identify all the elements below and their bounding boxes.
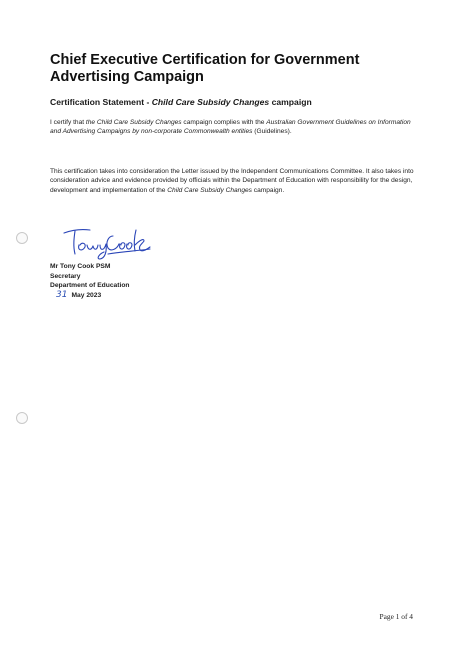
- punch-hole: [16, 232, 28, 244]
- signatory-position: Secretary: [50, 272, 81, 280]
- date-month-year: May 2023: [71, 291, 102, 299]
- page-number: Page 1 of 4: [379, 612, 413, 621]
- handwritten-signature: [60, 224, 170, 260]
- heading-campaign-name: Child Care Subsidy Changes: [151, 97, 270, 107]
- consideration-paragraph: This certification takes into consideration the Letter issued by the Independent Communications Committee. It also takes into consideration advice and evidence provided by officials within the Department of Education with responsibility for the design, development and implementation of the Child Care Subsidy Changes campaign.: [50, 168, 414, 194]
- punch-hole: [16, 412, 28, 424]
- signatory-block: [50, 262, 130, 300]
- signatory-department: Department of Education: [50, 282, 130, 290]
- handwritten-date-day: 31: [56, 289, 68, 300]
- signatory-name: Mr Tony Cook PSM: [50, 263, 111, 270]
- heading-suffix: campaign: [269, 97, 312, 107]
- signature-date: [50, 291, 130, 301]
- certification-paragraph: I certify that the Child Care Subsidy Changes campaign complies with the Australian Government Guidelines on Information and Advertising Campaigns by non-corporate Commonwealth entities (Guidelines).: [50, 119, 411, 136]
- document-title: Chief Executive Certification for Government Advertising Campaign: [50, 52, 360, 85]
- certification-statement-heading: [50, 97, 440, 107]
- heading-prefix: Certification Statement -: [50, 97, 152, 107]
